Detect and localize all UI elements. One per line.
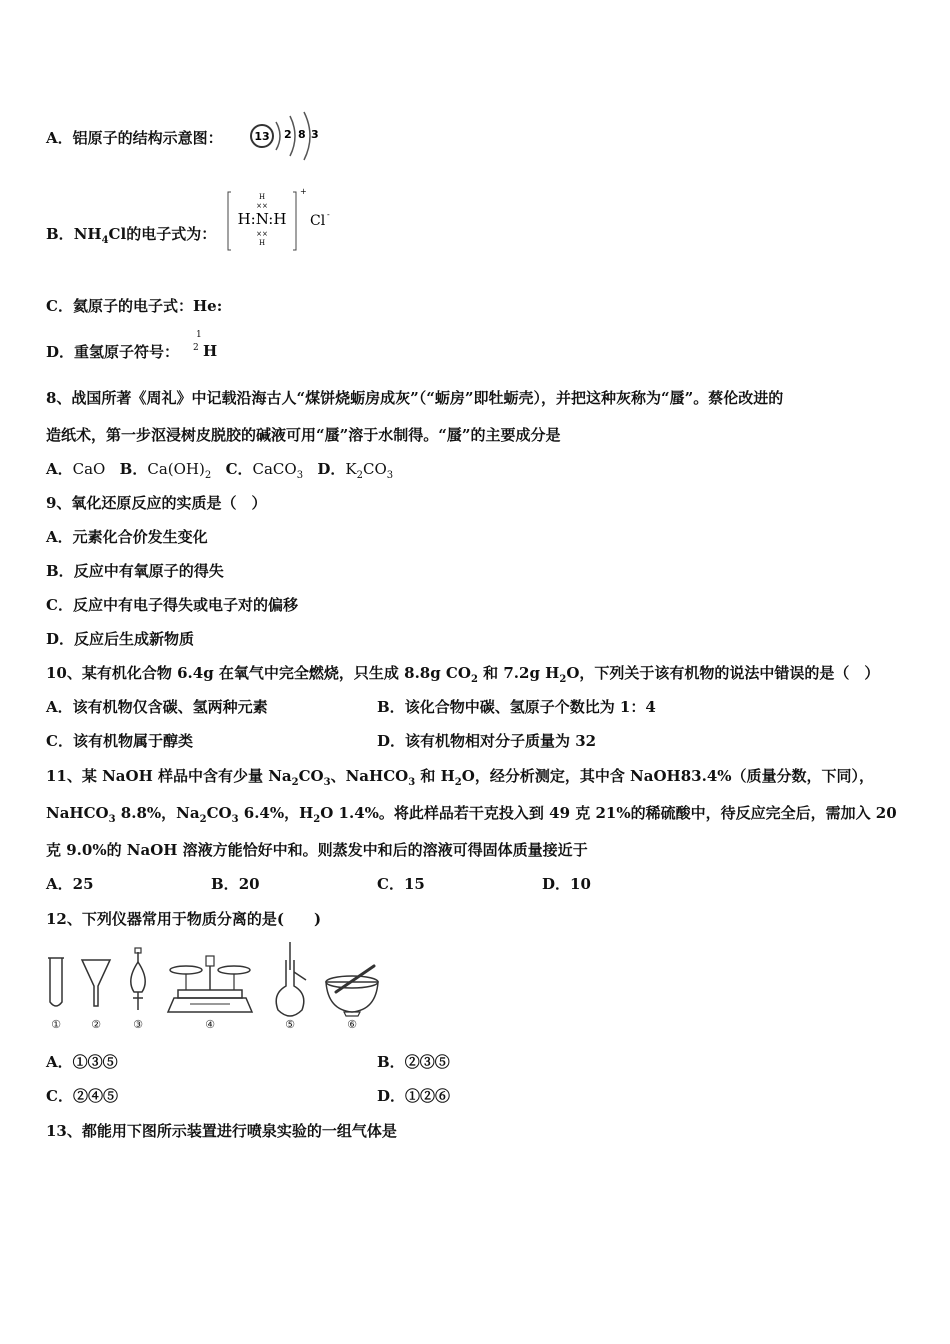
q10-option-b: B．该化合物中碳、氢原子个数比为 1：4	[377, 698, 656, 716]
q11-stem-line-3: 克 9.0%的 NaOH 溶液方能恰好中和。则蒸发中和后的溶液可得固体质量接近于	[46, 841, 588, 859]
svg-text:+: +	[300, 187, 307, 196]
q12-stem: 12、下列仪器常用于物质分离的是( )	[46, 910, 322, 928]
shell-2-count: 8	[298, 128, 306, 141]
instrument-label-5: ⑤	[285, 1018, 295, 1031]
q7-option-b: B．$NH_4Cl$的电子式为：	[46, 225, 217, 246]
q9-option-b: B．反应中有氧原子的得失	[46, 562, 224, 580]
instrument-label-3: ③	[133, 1018, 143, 1031]
q12-option-d: D．①②⑥	[377, 1087, 451, 1105]
q9-option-d: D．反应后生成新物质	[46, 630, 195, 648]
q9-option-a: A．元素化合价发生变化	[46, 528, 208, 546]
distillation-flask-icon	[276, 942, 306, 1016]
q11-stem-line-1: 11、某 NaOH 样品中含有少量 $Na_2CO_3$、NaHCO$_3$ 和 $H_2O$，经分析测定，其中含 NaOH83.4%（质量分数，下同），	[46, 767, 875, 788]
q7-option-a: A．铝原子的结构示意图：	[46, 129, 223, 147]
svg-text:××: ××	[256, 202, 268, 210]
svg-text:H: H	[258, 239, 266, 247]
q10-option-d: D．该有机物相对分子质量为 32	[377, 732, 597, 750]
q9-option-c: C．反应中有电子得失或电子对的偏移	[46, 596, 298, 614]
q11-option-b: B．20	[211, 875, 260, 893]
svg-text:××: ××	[256, 230, 268, 238]
svg-text:Cl: Cl	[310, 213, 326, 229]
q7-option-c: C．氦原子的电子式：He:	[46, 297, 223, 315]
shell-3-count: 3	[311, 128, 319, 141]
svg-text:-: -	[327, 210, 330, 219]
svg-text:H: H	[258, 193, 266, 201]
aluminum-atom-structure-diagram	[248, 110, 322, 162]
q12-option-b: B．②③⑤	[377, 1053, 450, 1071]
instrument-label-6: ⑥	[347, 1018, 357, 1031]
instrument-label-4: ④	[205, 1018, 215, 1031]
nucleus-charge: 13	[254, 130, 270, 143]
funnel-icon	[82, 960, 110, 1006]
q8-options: A．CaO B．$Ca(OH)_2$ C．CaCO$_3$ D．$K_2CO_3$	[46, 460, 394, 481]
svg-text:H:N:H: H:N:H	[237, 210, 287, 228]
q9-stem: 9、氧化还原反应的实质是（ ）	[46, 494, 267, 512]
test-tube-icon	[48, 958, 64, 1006]
q10-option-c: C．该有机物属于醇类	[46, 732, 193, 750]
q11-option-d: D．10	[542, 875, 591, 893]
mortar-and-pestle-icon	[326, 966, 378, 1016]
q7-option-d: D．重氢原子符号：	[46, 343, 180, 361]
q12-option-a: A．①③⑤	[46, 1053, 118, 1071]
q13-stem: 13、都能用下图所示装置进行喷泉实验的一组气体是	[46, 1122, 397, 1140]
q11-option-c: C．15	[377, 875, 425, 893]
q12-option-c: C．②④⑤	[46, 1087, 118, 1105]
laboratory-instruments-figure	[40, 940, 390, 1035]
q11-option-a: A．25	[46, 875, 94, 893]
q11-stem-line-2: NaHCO$_3$ 8.8%，$Na_2CO_3$ 6.4%，$H_2O$ 1.4%。将此样品若干克投入到 49 克 21%的稀硫酸中，待反应完全后，需加入 20	[46, 804, 897, 825]
ammonium-chloride-electron-formula	[226, 186, 336, 256]
separatory-funnel-icon	[131, 948, 145, 1010]
q10-stem: 10、某有机化合物 6.4g 在氧气中完全燃烧，只生成 8.8g $CO_2$ 和 7.2g $H_2O$，下列关于该有机物的说法中错误的是（ ）	[46, 664, 880, 685]
q10-option-a: A．该有机物仅含碳、氢两种元素	[46, 698, 268, 716]
instrument-label-1: ①	[51, 1018, 61, 1031]
deuterium-symbol: 1 2 H	[193, 330, 218, 360]
q8-stem-line-1: 8、战国所著《周礼》中记载沿海古人“煤饼烧蛎房成灰”（“蛎房”即牡蛎壳），并把这种灰称为“蜃”。蔡伦改进的	[46, 389, 784, 407]
q8-stem-line-2: 造纸术，第一步沤浸树皮脱胶的碱液可用“蜃”溶于水制得。“蜃”的主要成分是	[46, 426, 561, 444]
instrument-label-2: ②	[91, 1018, 101, 1031]
shell-1-count: 2	[284, 128, 292, 141]
balance-icon	[168, 956, 252, 1012]
